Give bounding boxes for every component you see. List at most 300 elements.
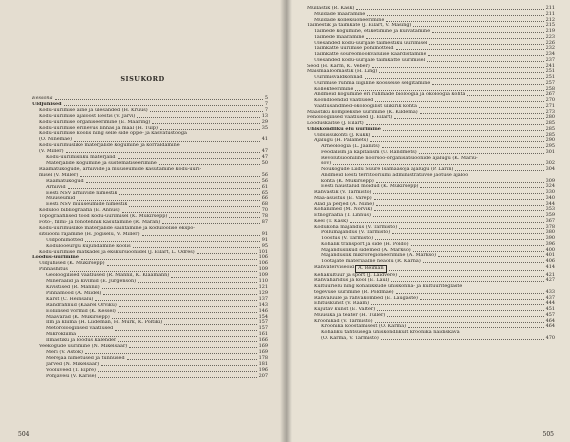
toc-entry-page: 5 — [264, 95, 268, 101]
toc-entry-title: Arheoloogia (L. Jaanits) — [321, 144, 380, 149]
toc-entry-page: 70 — [261, 207, 268, 214]
toc-entry-title: Kodu-uurimuslike materjalide säilitamine ja koduloolise ekspo- — [39, 225, 195, 231]
toc-entry-page: 340 — [545, 194, 555, 201]
toc-entry-page: 406 — [545, 258, 555, 264]
toc-entry-page: 68 — [261, 201, 268, 208]
toc-entry-title: Ilm ja kliima (H. Liideman, H. Mürk, K. Põltiki) — [46, 320, 163, 326]
toc-dot-leader — [396, 290, 544, 294]
toc-entry-page: 302 — [545, 160, 555, 167]
toc-entry-page: 353 — [545, 206, 555, 213]
toc-entry-title: Ülesanded kodu-uurijale taimkatte uurimisel — [314, 57, 426, 63]
toc-dot-leader — [81, 255, 257, 259]
toc-entry-title: Töötajate materiaalne heaolu (R. Karna) — [321, 259, 421, 264]
toc-entry-page: 433 — [545, 288, 555, 295]
toc-entry-page: 207 — [258, 372, 268, 379]
toc-entry-title: Kohaliku tähtsusega ühiskondlikult kroonika näidiskava — [321, 330, 460, 335]
toc-entry-page: 359 — [545, 212, 555, 218]
toc-entry-page: 65 — [261, 189, 268, 196]
toc-entry-title: Eesti NSV arhiivide nimestik — [46, 190, 118, 196]
toc-entry-title: Eoliilised vormid (K. Kessel) — [46, 308, 116, 314]
toc-entry-page: 304 — [545, 166, 555, 172]
toc-dot-leader — [78, 332, 257, 336]
toc-entry-page: 237 — [545, 56, 555, 63]
toc-dot-leader — [189, 131, 266, 135]
page-number-left: 504 — [18, 431, 30, 438]
toc-entry-page: 390 — [545, 235, 555, 241]
toc-dot-leader — [376, 179, 544, 183]
toc-entry-page: 367 — [545, 217, 555, 224]
toc-entry-title: Taimestik ja taimkate (J. Eilart, V. Masing) — [307, 23, 412, 29]
toc-dot-leader — [137, 114, 259, 118]
toc-dot-leader — [423, 259, 544, 263]
toc-dot-leader — [379, 69, 543, 73]
toc-entry-page: 267 — [545, 91, 555, 98]
toc-entry-title: Kroonikad (V. Tarmisto) — [314, 318, 373, 324]
toc-dot-leader — [98, 368, 257, 372]
toc-entry-page: 41 — [261, 136, 268, 143]
toc-entry-title: Maismaaloomastik (H. Ling) — [307, 69, 378, 75]
toc-entry-title: Kodulooeurgu kujundamine koolis — [46, 243, 131, 249]
toc-entry-title: Eesti haustalud mõidud (K. Mükirsepp) — [321, 184, 419, 190]
toc-entry-page: 451 — [545, 306, 555, 312]
toc-entry-title: Üldpõhimõtted — [46, 237, 84, 243]
toc-entry-page: 344 — [545, 200, 555, 207]
toc-entry-title: Järved (N. Mikelsaar) — [46, 361, 100, 367]
toc-entry-page: 61 — [261, 183, 268, 190]
toc-entry-title: Vooluveed (T. Eipre) — [46, 367, 96, 373]
toc-dot-leader — [374, 196, 544, 200]
toc-dot-leader — [391, 278, 543, 282]
toc-dot-leader — [115, 326, 256, 330]
toc-entry-title: Kehakultuur ja sport (J. Laidvere) — [314, 272, 397, 278]
toc-dot-leader — [419, 150, 544, 154]
toc-entry-title: (V. Miller) — [39, 149, 64, 155]
toc-dot-leader — [375, 98, 543, 102]
toc-entry-title: Rahvaluule ja rahvakombed (E. Laugaste) — [314, 295, 418, 301]
toc-entry — [307, 265, 555, 273]
toc-dot-leader — [77, 196, 260, 200]
toc-dot-leader — [420, 184, 543, 188]
toc-entry-title: Kodukoha majandus (V. Tarmisto) — [314, 224, 398, 230]
toc-dot-leader — [355, 87, 543, 91]
toc-entry-title: Kodu-uurimisliku materjalid — [46, 155, 116, 161]
toc-entry-title: Pinnamood (A. Miidel) — [46, 290, 102, 296]
toc-entry-page: 35 — [261, 124, 268, 131]
toc-dot-leader — [133, 244, 260, 248]
toc-entry-title: Taimede määramine — [314, 34, 365, 40]
toc-dot-leader — [164, 320, 256, 324]
toc-dot-leader — [162, 220, 260, 224]
toc-dot-leader — [377, 307, 544, 311]
toc-entry-title: Andmeid Eesti territooriumi administratiivse jaotuse ajaloo — [321, 172, 469, 178]
toc-entry-page: 50 — [261, 159, 268, 166]
toc-entry-page: 78 — [261, 213, 268, 220]
toc-entry-title: Majanduslikud sidemed (A. Markso) — [321, 247, 411, 253]
toc-entry-title: Kodu-uurimise erinevus linnas ja maal (H. Tulp) — [39, 125, 158, 131]
right-page — [285, 0, 570, 442]
toc-dot-leader — [119, 191, 259, 195]
toc-entry-title: Rändrahnud (Kaarel Orviku) — [46, 302, 117, 308]
toc-dot-leader — [376, 202, 544, 206]
toc-entry-page: 169 — [258, 343, 268, 350]
toc-dot-leader — [387, 313, 543, 317]
toc-dot-leader — [160, 126, 260, 130]
toc-entry — [32, 374, 268, 380]
toc-entry-title: Majanduslik mikroregioneerimine (A. Markso) — [321, 253, 437, 259]
toc-dot-leader — [102, 285, 257, 289]
toc-dot-leader — [150, 108, 263, 112]
toc-entry-page: 427 — [545, 277, 555, 284]
toc-entry-title: Mineraalid ja kivimid (E. Jürgenson) — [46, 279, 137, 285]
toc-dot-leader — [197, 250, 257, 254]
page-number-right: 505 — [542, 431, 554, 438]
toc-dot-leader — [366, 35, 543, 39]
toc-entry-page: 109 — [258, 266, 268, 273]
toc-entry-title: Muldade kolleksioneerimine — [314, 17, 385, 23]
toc-entry-title: Tööstus (V. Tarmisto) — [321, 236, 374, 241]
toc-dot-leader — [375, 319, 544, 323]
toc-dot-leader — [159, 161, 260, 165]
toc-entry-page: 143 — [258, 301, 268, 308]
toc-entry-page: 157 — [258, 319, 268, 326]
page-heading: SISUKORD — [120, 75, 165, 83]
toc-entry-title: Koondloendid vaatlused — [314, 98, 374, 103]
toc-entry-title: Üldsissukohti (J. Kukk) — [314, 132, 371, 138]
toc-entry-page: 219 — [545, 28, 555, 34]
toc-dot-leader — [374, 207, 543, 211]
toc-dot-leader — [101, 362, 257, 366]
toc-entry — [307, 336, 555, 342]
toc-entry-title: Ühiskondliku elu uurimine — [307, 126, 381, 132]
toc-entry-title: Meri (V. Astok) — [46, 349, 83, 355]
toc-entry-title: Kodu-uurimise koolis ning selle side õppe- ja kasvatustööga — [39, 131, 187, 137]
toc-entry-title: Eesti NSV muuseumide nimestik — [46, 202, 128, 208]
toc-entry-title: Uurimise rühma liigiline koosseise selgitamine — [314, 80, 431, 86]
toc-entry-page: 47 — [261, 148, 268, 155]
toc-entry-title: Kroonika koostamisest (O. Karma) — [321, 324, 407, 330]
toc-entry-title: Kohanimed (M. Norvik) — [314, 207, 373, 213]
toc-entry-title: sitsiooni rajamine (H. Jõgiselu, V. Miller) — [39, 231, 140, 237]
toc-entry-page: 91 — [261, 236, 268, 243]
toc-dot-leader — [122, 208, 260, 212]
toc-entry-title: Merejää nimetused ja tunnused — [46, 355, 125, 361]
toc-entry-title: Mikrokliima — [46, 332, 77, 338]
toc-entry-title: Uurimisvaldkonnad — [314, 75, 363, 80]
table-of-contents-right — [307, 6, 555, 342]
toc-entry-page: 295 — [545, 143, 555, 149]
toc-entry-title: Revolutsiooniline noorsoo-organisatsioonide ajalugu (K. Mariu- — [321, 155, 478, 161]
toc-dot-leader — [399, 225, 544, 229]
toc-entry-page: 380 — [545, 229, 555, 236]
toc-entry-page: 101 — [258, 248, 268, 255]
toc-entry-page: 137 — [258, 295, 268, 302]
toc-entry-page: 211 — [545, 10, 555, 17]
toc-dot-leader — [413, 248, 544, 252]
toc-dot-leader — [55, 96, 263, 100]
toc-dot-leader — [350, 219, 544, 223]
toc-entry-title: Pinnashitus — [39, 267, 68, 273]
toc-entry-page: 95 — [261, 242, 268, 249]
toc-entry-title: Rahvaterviseoid — [314, 264, 355, 270]
toc-dot-leader — [372, 133, 543, 137]
toc-entry-title: Maastiku kompleksne uurimine (K. Kildema) — [307, 109, 418, 115]
toc-entry-page: 87 — [261, 219, 268, 226]
toc-entry-page: 109 — [258, 272, 268, 279]
toc-entry-page: 470 — [545, 334, 555, 341]
toc-entry-page: 146 — [258, 307, 268, 314]
toc-dot-leader — [127, 356, 257, 360]
toc-dot-leader — [85, 350, 257, 354]
toc-entry-title: kohta (K. Mükirsepp) — [321, 178, 374, 184]
toc-entry-page: 56 — [261, 177, 268, 184]
toc-dot-leader — [392, 230, 544, 234]
toc-entry-title: Keel (T. Kask) — [314, 218, 348, 224]
toc-entry-title: Veekogude uurimine (N. Mikelsaar) — [39, 344, 128, 350]
toc-entry-title: misel (V. Miller) — [39, 172, 79, 178]
toc-dot-leader — [95, 297, 256, 301]
toc-entry-page: 285 — [545, 120, 555, 126]
toc-dot-leader — [129, 202, 259, 206]
toc-dot-leader — [419, 104, 544, 108]
toc-dot-leader — [386, 18, 543, 22]
toc-dot-leader — [375, 236, 544, 240]
toc-entry-page: 29 — [261, 118, 268, 125]
toc-dot-leader — [429, 41, 543, 45]
toc-dot-leader — [411, 242, 544, 246]
toc-entry-title: Kodu-uurimuslike materjalide kogumine ja korraldamine — [39, 143, 180, 149]
toc-entry-title: Topograafilised tööd kodu-uurimisel (K. Mükirsepp) — [39, 214, 168, 220]
toc-entry-title: tegevuse uurimine (R. Põldmäe) — [314, 289, 394, 295]
toc-entry-title: Kodu-uurimise aine ja ülesanded (H. Kruus) — [39, 107, 148, 113]
toc-dot-leader — [480, 156, 553, 160]
toc-dot-leader — [118, 309, 257, 313]
toc-entry-page: 251 — [545, 68, 555, 75]
toc-entry-title: Etnograafia (T. Linnus) — [314, 213, 371, 218]
toc-entry-title: Materjalide kogumine ja süstematiseerimine — [46, 160, 157, 166]
toc-entry-page: 280 — [545, 114, 555, 121]
toc-entry-title: Seod (H. Karm, K. Veber) — [307, 63, 370, 69]
toc-dot-leader — [118, 155, 260, 159]
toc-entry-page: 232 — [545, 45, 555, 52]
toc-entry-page: 7 — [264, 106, 268, 113]
toc-entry-title: Looduskaitse (J. Eilart) — [307, 121, 364, 126]
toc-entry-page: 215 — [545, 22, 555, 29]
toc-entry-title: Feodalism ja kapitalism (Ü. Randmets) — [321, 149, 417, 155]
toc-entry-title: Kultuurielu ning kohalikkude ühiskonna- ja kultuuriteglaste — [314, 284, 463, 289]
toc-dot-leader — [399, 273, 544, 277]
toc-entry-page: 7 — [264, 100, 268, 107]
toc-entry-page: 400 — [545, 246, 555, 253]
toc-entry-page: 437 — [545, 294, 555, 301]
toc-entry-title: Loodus-uurimine — [32, 255, 79, 261]
toc-entry-title: Ülesanded kodu-uurijale taimestiku uurimisel — [314, 40, 428, 46]
toc-dot-leader — [85, 238, 260, 242]
toc-entry-title: Põllumajandus (V. Tarmisto) — [321, 230, 391, 236]
toc-entry-title: Kollekteerimine — [314, 86, 354, 92]
toc-dot-leader — [118, 338, 256, 342]
toc-dot-leader — [98, 374, 256, 378]
toc-dot-leader — [367, 12, 543, 16]
toc-dot-leader — [389, 265, 544, 271]
toc-dot-leader — [370, 138, 543, 142]
toc-entry-title: Taimede kogumine, etiketimine ja kuivatamine — [314, 29, 431, 34]
toc-entry-page: 234 — [545, 51, 555, 57]
toc-entry-title: (O. Ninemäe) — [39, 137, 72, 143]
toc-dot-leader — [129, 344, 256, 348]
toc-dot-leader — [432, 29, 544, 33]
toc-entry-title: Alad ja perjed (A. Niine) — [314, 201, 375, 207]
toc-entry-title: Eessõna — [32, 96, 53, 101]
toc-entry-title: Kodu-uurimise matkadel ja ekskursioonidel (J. Eilart, L. Odres) — [39, 249, 195, 255]
toc-dot-leader — [356, 6, 543, 10]
toc-entry-title: Arhiivid — [46, 184, 66, 190]
toc-entry-title: Ajalugu (H. Palamets) — [314, 138, 369, 144]
toc-dot-leader — [365, 75, 544, 79]
toc-entry-title: Maavarad (K. Mükirsepp) — [46, 314, 110, 320]
toc-entry-title: sov) — [321, 161, 332, 167]
toc-entry-page: 166 — [258, 337, 268, 344]
toc-dot-leader — [373, 190, 543, 194]
toc-entry-title: Koduloo bibliograafia (E. Annus) — [39, 208, 120, 214]
toc-dot-leader — [68, 185, 260, 189]
toc-dot-leader — [420, 296, 544, 300]
toc-entry-page: 181 — [258, 360, 268, 367]
toc-entry-page: 106 — [258, 254, 268, 261]
toc-entry-page: 257 — [545, 79, 555, 86]
toc-entry-page: 401 — [545, 252, 555, 259]
toc-entry-author-box: A. Reiman — [355, 265, 387, 273]
toc-entry-page: 66 — [261, 195, 268, 202]
toc-entry-page: 211 — [545, 5, 555, 11]
toc-entry-page: 330 — [545, 189, 555, 195]
toc-entry-title: Maa-asustus (E. Varep) — [314, 195, 372, 201]
toc-entry-page: 258 — [545, 85, 555, 92]
toc-entry-title: Kujutav kunst (E. Valter) — [314, 307, 376, 312]
toc-entry-title: Põhjavesi (V. Karise) — [46, 373, 97, 379]
toc-dot-leader — [383, 127, 544, 131]
toc-entry-page: 196 — [258, 366, 268, 373]
toc-entry-title: Üldjuhised (K. Mükirsepp) — [39, 261, 105, 267]
toc-entry-title: Kodu-uurimise organiseerimine (E. Maaring) — [39, 119, 151, 125]
toc-dot-leader — [366, 121, 544, 125]
toc-dot-leader — [427, 58, 544, 62]
toc-entry-page: 161 — [258, 331, 268, 338]
toc-entry-page: 421 — [545, 271, 555, 278]
toc-entry-title: Andmeid kogumine eri rühmade bioloogia ja ökoloogia kohta — [314, 92, 466, 98]
toc-dot-leader — [371, 301, 544, 305]
toc-entry-page: 169 — [258, 348, 268, 355]
toc-entry-title: Rahvaharidus ja kool (E. Laul) — [314, 278, 390, 284]
toc-entry-page: 464 — [545, 317, 555, 324]
toc-entry-title: Üldjuhised — [32, 101, 62, 107]
toc-entry-page: 212 — [545, 16, 555, 23]
toc-entry-title: Muuseumid — [46, 196, 76, 202]
toc-dot-leader — [119, 303, 257, 307]
toc-dot-leader — [197, 226, 266, 230]
toc-entry-page: 13 — [261, 112, 268, 119]
toc-entry-title: Karst (C. Heinsalu) — [46, 296, 94, 302]
toc-dot-leader — [372, 64, 544, 68]
toc-dot-leader — [138, 279, 257, 283]
toc-dot-leader — [455, 167, 543, 171]
toc-entry-page: 301 — [545, 148, 555, 155]
toc-dot-leader — [86, 179, 260, 183]
toc-entry-page: 378 — [545, 223, 555, 230]
toc-entry-title: (O. Karma, V. Tarmisto) — [321, 335, 379, 341]
toc-dot-leader — [182, 143, 266, 147]
toc-entry-title: Taimkatte soureömõõkvalulise kaardistamine — [314, 52, 427, 57]
toc-entry-page: 270 — [545, 97, 555, 103]
toc-entry-page: 154 — [258, 313, 268, 320]
toc-dot-leader — [428, 52, 543, 56]
toc-dot-leader — [432, 81, 543, 85]
toc-entry-page: 47 — [261, 154, 268, 161]
toc-dot-leader — [203, 167, 266, 171]
toc-entry-page: 444 — [545, 300, 555, 307]
toc-entry-page: 396 — [545, 240, 555, 247]
toc-entry-page: 106 — [258, 260, 268, 267]
toc-entry-page: 121 — [258, 284, 268, 290]
toc-entry-title: Raamatukogude, arhiivide ja muuseumide kasutamine kodu-uuri- — [39, 166, 202, 172]
table-of-contents-left — [32, 96, 268, 380]
toc-dot-leader — [74, 137, 260, 141]
toc-dot-leader — [381, 336, 544, 340]
toc-dot-leader — [470, 173, 553, 177]
toc-entry-page: 226 — [545, 39, 555, 46]
toc-entry-page: 129 — [258, 289, 268, 296]
toc-dot-leader — [420, 110, 544, 114]
toc-entry-page: 110 — [258, 278, 268, 285]
toc-entry-title: Kohalik transport ja side (H. Poldo) — [321, 241, 409, 247]
toc-entry-title: Muusika ja teater (H. Tuller) — [314, 312, 386, 318]
toc-dot-leader — [142, 232, 260, 236]
toc-dot-leader — [464, 284, 553, 288]
toc-dot-leader — [396, 46, 544, 50]
toc-entry-title: Ilmastiku ja loodus kalender — [46, 338, 117, 344]
toc-entry-page: 91 — [261, 230, 268, 237]
toc-dot-leader — [112, 315, 257, 319]
toc-dot-leader — [394, 115, 543, 119]
toc-entry-page: 464 — [545, 323, 555, 330]
toc-entry-page: 251 — [545, 74, 555, 80]
toc-entry-page: 285 — [545, 125, 555, 132]
toc-entry-title: Ehituskunst (V. Raam) — [314, 301, 370, 307]
toc-dot-leader — [64, 102, 263, 106]
toc-dot-leader — [152, 120, 259, 124]
toc-entry-title: Nõukogude Liidu Suure Isamaasõja ajalugu (P. Larin) — [321, 167, 454, 172]
book-gutter — [280, 0, 292, 442]
toc-dot-leader — [413, 23, 543, 27]
toc-entry-page: 56 — [261, 171, 268, 178]
toc-entry-page: 271 — [545, 102, 555, 109]
toc-entry-title: Muldade määramine — [314, 11, 366, 17]
toc-dot-leader — [382, 144, 544, 148]
toc-entry-page: 309 — [545, 177, 555, 184]
toc-dot-leader — [462, 330, 553, 334]
toc-entry-page: 241 — [545, 62, 555, 69]
toc-entry-page: 414 — [545, 263, 555, 270]
toc-dot-leader — [171, 273, 256, 277]
toc-dot-leader — [103, 291, 256, 295]
toc-entry-title: Mullastik (R. Kask) — [307, 6, 355, 11]
toc-dot-leader — [408, 324, 544, 328]
toc-entry-page: 223 — [545, 33, 555, 40]
toc-entry-page: 324 — [545, 183, 555, 190]
toc-entry-page: 457 — [545, 311, 555, 318]
toc-dot-leader — [70, 267, 257, 271]
toc-entry-page: 157 — [258, 325, 268, 332]
toc-dot-leader — [467, 92, 543, 96]
